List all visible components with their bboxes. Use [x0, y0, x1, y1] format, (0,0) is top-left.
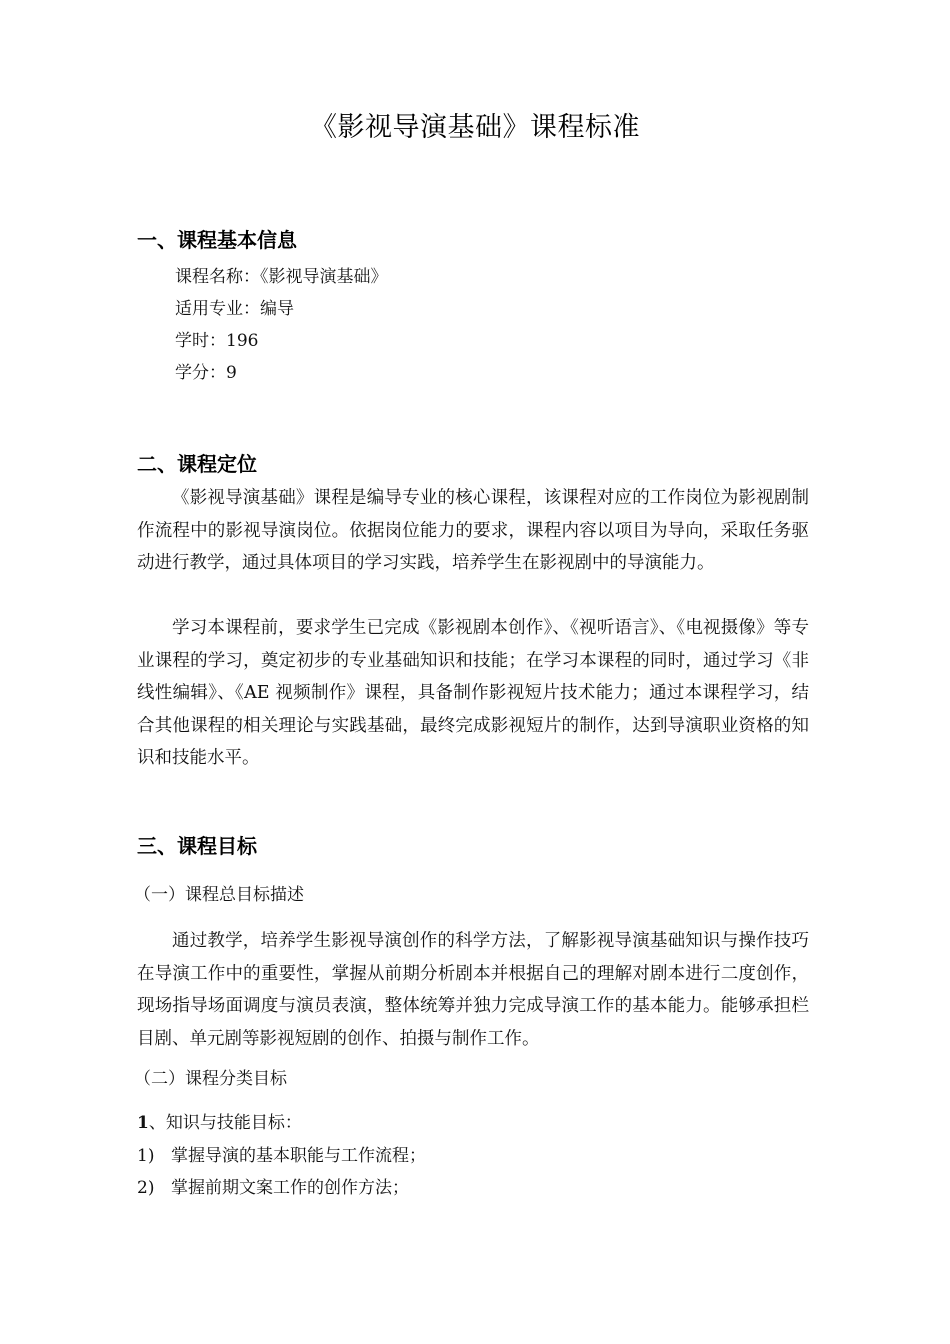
positioning-paragraph-1: 《影视导演基础》课程是编导专业的核心课程，该课程对应的工作岗位为影视剧制作流程中的影视导演岗位。依据岗位能力的要求，课程内容以项目为导向，采取任务驱动进行教学，通过具体项目的学习实践，培养学生在影视剧中的导演能力。: [137, 488, 809, 573]
course-name: 课程名称：《影视导演基础》: [175, 267, 388, 287]
group-number: 1: [137, 1113, 149, 1133]
subheading-overall-objective: （一）课程总目标描述: [134, 885, 304, 905]
overall-objective-paragraph: 通过教学，培养学生影视导演创作的科学方法，了解影视导演基础知识与操作技巧在导演工作中的重要性，掌握从前期分析剧本并根据自己的理解对剧本进行二度创作，现场指导场面调度与演员表演，整体统筹并独力完成导演工作的基本能力。能够承担栏目剧、单元剧等影视短剧的创作、拍摄与制作工作。: [137, 931, 809, 1049]
section-heading-objectives: 三、课程目标: [137, 834, 257, 858]
positioning-paragraph-2: 学习本课程前，要求学生已完成《影视剧本创作》、《视听语言》、《电视摄像》等专业课程的学习，奠定初步的专业基础知识和技能；在学习本课程的同时，通过学习《非线性编辑》、《AE 视频制作》课程，具备制作影视短片技术能力；通过本课程学习，结合其他课程的相关理论与实践基础，最终完成影视短片的制作，达到导演职业资格的知识和技能水平。: [137, 618, 809, 768]
page-title: 《影视导演基础》课程标准: [310, 112, 640, 143]
section-heading-basic-info: 一、课程基本信息: [137, 228, 297, 252]
credits: 学分：9: [175, 363, 237, 383]
list-item-text: 掌握导演的基本职能与工作流程；: [171, 1146, 426, 1166]
group-label: 、知识与技能目标：: [148, 1113, 302, 1133]
class-hours: 学时：196: [175, 331, 259, 351]
section-heading-positioning: 二、课程定位: [137, 452, 257, 476]
list-item: [137, 1144, 426, 1168]
list-item: [137, 1176, 409, 1200]
list-item-text: 掌握前期文案工作的创作方法；: [171, 1178, 409, 1198]
subheading-category-objectives: （二）课程分类目标: [134, 1069, 287, 1089]
list-item-number: 1): [137, 1146, 155, 1166]
applicable-major: 适用专业：编导: [175, 299, 294, 319]
knowledge-skills-heading: [137, 1111, 302, 1135]
list-item-number: 2): [137, 1178, 155, 1198]
